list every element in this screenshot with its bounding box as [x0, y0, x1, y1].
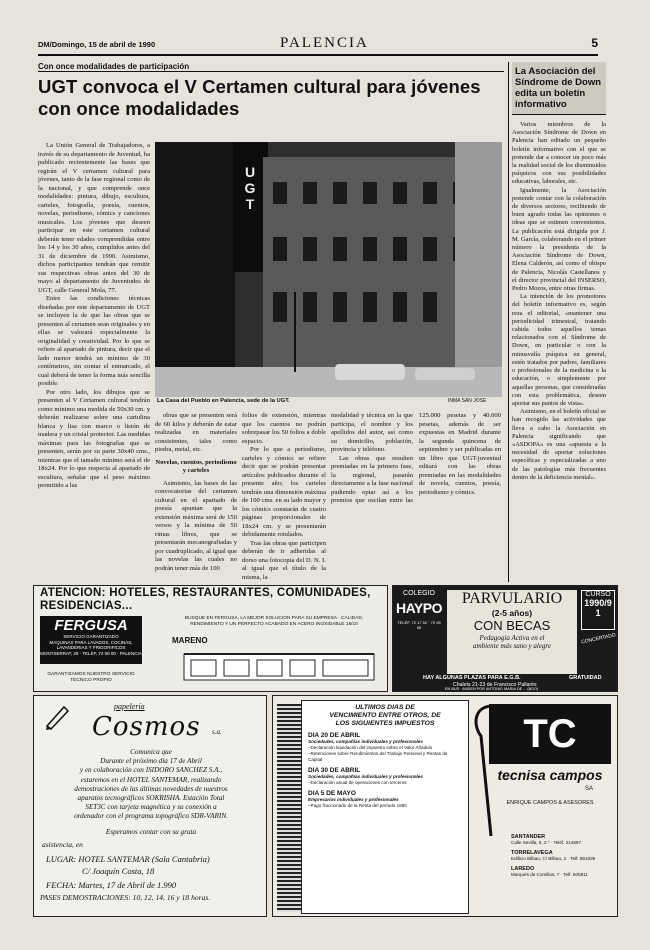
- cosmos-line: estaremos en el HOTEL SANTEMAR, realizando: [80, 775, 222, 784]
- article-col-4: [331, 412, 501, 580]
- cosmos-fecha: FECHA: Martes, 17 de Abril de 1.990: [46, 880, 177, 890]
- article-col-2: [155, 412, 237, 580]
- paragraph: modalidad y técnica en la que participa, el nombre y los apellidos del autor, así como su domicilio, población, provincia y teléfono.: [331, 412, 413, 453]
- cosmos-line: aparatos tecnográficos SOKRISHA. Estación Total: [77, 794, 225, 803]
- paragraph: La Unión General de Trabajadores, a través de su departamento de Juventud, ha publicado recientemente las bases que regirán el V certamen cultural para jóvenes, tanto de la fase regional como de la nacional, y que comprende once modalidades: pintura, dibujo, escultura, carteles, fotografía, poesía, cuentos, novelas, periodismo, cómics y canciones musicales. Los jóvenes que deseen participar en este certamen cultural deberán tener edades comprendidas entre los 14 y los 30 años, cumplidos antes del 31 de diciembre de 1990. Asimismo, dichos participantes tendrán que remitir sus respectivas obras antes del 30 de mayo al departamento de Juventudes de UGT, calle General Mola, 77.: [38, 142, 150, 294]
- office-city: TORRELAVEGA: [511, 850, 553, 856]
- tax-date: DIA 30 DE ABRIL: [308, 767, 361, 774]
- paragraph: Asimismo, las bases de las convocatorias del certamen cultural en el apartado de poesía apuntan que la extensión máxima será de 150 versos y la mínima de 50 rimas libres, que se presentarán mecanografiadas y por cuadruplicado, al igual que las novelas las cuales no podrán tener más de 100: [155, 479, 237, 572]
- office-address: Edificio Bilbao, C/ Bilbao, 2 · Telf. 881839: [511, 856, 596, 861]
- tax-group: Empresarios individuales y profesionales: [308, 797, 399, 802]
- fergusa-text: BUSQUE EN FERGUSA, LA MEJOR SOLUCION PARA SU EMPRESA · CALIDAD, RENDIMIENTO Y UN PERFECTO ACABADO EN ACERO INOXIDABLE 18/10: [184, 616, 364, 627]
- tax-date: DIA 5 DE MAYO: [308, 790, 356, 797]
- tecnisa-sa: SA: [585, 786, 594, 792]
- paragraph: obras que se presenten será de 60 kilos y deberán de estar realizadas en materiales consistentes, tales como piedra, metal, etc.: [155, 412, 237, 453]
- office-address: Calle Sevilla, 5, 2.º · Teléf. 214697: [511, 840, 582, 845]
- paragraph: Por otro lado, los dibujos que se presenten al V Certamen cultural tendrán como mínimo una medida de 50x30 cm. y deberán realizarse sobre una cartulina blanca y lisa con marco o listón de madera y un cristal protector. Las medidas máximas para las fotografías que se presenten, serán por su parte 30x40 cms., mientras que el tamaño mínimo será el de 18x24. Por lo que respecta al apartado de escultura, señalar que el peso máximo permitido a las: [38, 388, 150, 489]
- sidebar-headline: La Asociación del Síndrome de Down edita un boletín informativo: [512, 62, 606, 115]
- paragraph: Varios miembros de la Asociación Síndrome de Down en Palencia han editado un pequeño boletín informativo con el que se pretende dar a conocer un poco más la realidad social de los disminuidos psíquicos con sus posibilidades educativas, laborales, etc.: [512, 121, 606, 186]
- paragraph: Asimismo, en el boletín oficial se han recogido las actividades que lleva a cabo la Asociación en Palencia significando que «ASDOPA» es una «apuesta a la necesidad de aportar soluciones específicas y especializadas a uno de las patologías más frecuentes dentro de la deficiencia mental».: [512, 408, 606, 481]
- cosmos-line: ordenador con el programa topográfico SDR-VARIN.: [74, 812, 228, 821]
- building-photo: [155, 142, 502, 397]
- tecnisa-vencimiento: VENCIMIENTO ENTRE OTROS, DE: [329, 712, 441, 719]
- section-title: PALENCIA: [280, 35, 369, 51]
- fergusa-sub1: SERVICIO GARANTIZADO: [63, 634, 119, 639]
- fergusa-address: MONTSERRAT, 29 · TELÉF. 72 09 00 · PALENCIA: [40, 650, 142, 656]
- fergusa-guarantee: GARANTIZAMOS NUESTRO SERVICIO TECNICO PROPIO: [47, 672, 135, 683]
- ugt-sign: UGT: [244, 164, 256, 212]
- paragraph: Igualmente, la Asociación pretende contar con la colaboración de diversos sectores, recibiendo de buen agrado todas las opiniones o ideas que se estimen convenientes. La publicación está dirigida por J. M. García, colaborando en el primer número la presidenta de la Asociación Síndrome de Down, Elena Calderón, así como el obispo de Palencia, Nicolás Castellanos y el director provincial del INSERSO, Pedro Mozos, entre otras firmas.: [512, 186, 606, 293]
- haypo-plazas: HAY ALGUNAS PLAZAS PARA E.G.B.: [423, 675, 521, 681]
- tax-item: –Declaración anual de operaciones con terceros: [308, 780, 407, 785]
- tecnisa-name: tecnisa campos: [497, 767, 603, 783]
- ad-fergusa: [33, 585, 388, 692]
- fergusa-name: FERGUSA: [54, 617, 128, 634]
- building-illustration: [155, 142, 502, 397]
- pencil-icon: [44, 702, 70, 730]
- tecnisa-logo: TC: [489, 704, 611, 764]
- cosmos-line: SET3C con tarjeta magnética y su conexión a: [85, 803, 217, 812]
- cosmos-line: demostraciones de las últimas novedades de nuestros: [74, 784, 228, 793]
- photo-caption: La Casa del Pueblo en Palencia, sede de la UGT.: [157, 398, 290, 404]
- cosmos-papeleria: papelería: [114, 702, 145, 711]
- photo-credit: INMA SAN JOSE: [448, 398, 487, 404]
- tecnisa-offices: [511, 834, 615, 878]
- curso-label: CURSO: [585, 591, 611, 598]
- haypo-gratuidad: GRATUIDAD: [569, 675, 602, 681]
- tax-item: –Declaración liquidación del impuesto sobre el Valor Añadido: [308, 745, 433, 750]
- calendar-page: [301, 700, 469, 914]
- page-number: 5: [591, 36, 598, 50]
- cosmos-name: Cosmos: [92, 712, 201, 742]
- tax-date: DIA 20 DE ABRIL: [308, 732, 361, 739]
- cosmos-pases: PASES DEMOSTRACIONES: 10, 12, 14, 16 y 18 horas.: [40, 893, 211, 902]
- paragraph: La intención de los promotores del boletín informativo es, según reza el editorial, «mantener una periodicidad trimestral, tratando cabida todos aquellos temas relacionados con el Síndrome de Down, en particular o con la minusvalía psíquica en general, estén tratados por padres, familiares o profesionales de la medicina o la educación, o simplemente por aquellas personas, que consideradas con esta problemática, deseen aportar sus puntos de vista».: [512, 293, 606, 407]
- mareno-brand: MARENO: [172, 636, 208, 645]
- cosmos-lugar: LUGAR: HOTEL SANTEMAR (Sala Cantabria): [46, 854, 210, 864]
- curso-year: 1990/91: [584, 598, 612, 618]
- haypo-phones: TELÉF. 72 17 52 · 72 05 06: [397, 620, 441, 630]
- issue-date: DM/Domingo, 15 de abril de 1990: [38, 40, 156, 49]
- sidebar-article: [512, 62, 606, 582]
- cosmos-address: C/ Joaquín Costa, 18: [82, 866, 155, 876]
- parvulario-title: PARVULARIO: [461, 590, 563, 607]
- kitchen-equipment-illustration: [179, 646, 379, 686]
- ad-banner: ATENCION: HOTELES, RESTAURANTES, COMUNIDADES, RESIDENCIAS...: [40, 587, 371, 612]
- cosmos-asistencia: asistencia, en: [42, 840, 83, 849]
- paragraph: Entre las condiciones técnicas diseñadas por este departamento de UGT se incluyen la de que las obras que se presenten al certamen sean originales y en ellas se valorará especialmente la originalidad y creatividad. Por lo que se refiere al apartado de pintura, decir que el lado menor tendrá un mínimo de 30 centímetros, sin contar el enmarcado, el cual deberá de tener la forma más sencilla posible.: [38, 295, 150, 387]
- tax-item: –Pago fraccionado de la Renta del período 1990: [308, 803, 407, 808]
- cosmos-line: y en colaboración con ISIDORO SANCHEZ S.A.,: [79, 766, 223, 775]
- cosmos-body: [40, 748, 262, 837]
- sidebar-body: [512, 121, 606, 582]
- haypo-address: Chalets 21-23 de Francisco Pallarés: [453, 682, 537, 688]
- concertado-stamp: CONCERTADO: [580, 632, 617, 646]
- kicker: Con once modalidades de participación: [38, 62, 190, 71]
- office-city: LAREDO: [511, 866, 535, 872]
- haypo-bus: EN BUS · ANDEN POR ANTONIO MARIA DE ... (BDO): [445, 687, 539, 691]
- ad-haypo: [392, 585, 618, 692]
- office-city: SANTANDER: [511, 834, 546, 840]
- tax-schedule: [302, 728, 468, 812]
- ad-tecnisa: [272, 695, 618, 917]
- paragraph: Las obras que resulten premiadas en la primera fase, la regional, pasarán directamente a la fase nacional pudiendo optar así a los premios que oscilan entre las 125.000 pesetas y 40.000 pesetas, además de ser expuestas en Madrid durante la segunda quincena de septiembre y ser publicadas en un libro que UGT-juventud editará con las obras premiadas en las modalidades de novela, cuentos, poesía, periodismo y cómics.: [331, 412, 501, 504]
- paragraph: folios de extensión, mientras que los cuentos no podrán sobrepasar los 50 folios a doble espacio.: [242, 412, 326, 445]
- cosmos-line: Durante el próximo día 17 de Abril: [100, 757, 202, 766]
- sidebar-rule: [508, 62, 509, 582]
- parvulario-panel: [447, 590, 577, 674]
- tecnisa-ultimos: ULTIMOS DIAS DE: [355, 704, 415, 711]
- haypo-line2: ambiente más sano y alegre: [473, 642, 551, 650]
- cosmos-invite: Esperamos contar con su grata: [105, 827, 197, 836]
- cosmos-sa: s.a.: [212, 728, 222, 736]
- paragraph: Por lo que a periodismo, carteles y cómics se refiere decir que se podrán presentar artículos publicados durante el presente año; los carteles tendrán una dimensión máxima de 100 cms. en su lado mayor y los cómics constarán de cuatro páginas proporcionales de 18x24 cm. y se presentarán debidamente rotulados.: [242, 446, 326, 538]
- page-header: [38, 36, 598, 56]
- fergusa-logo-box: [40, 616, 142, 664]
- tecnisa-impuestos: LOS SIGUIENTES IMPUESTOS: [335, 720, 435, 727]
- subheading: Novelas, cuentos, periodismo y carteles: [155, 458, 237, 474]
- parvulario-age: (2-5 años): [491, 608, 533, 618]
- tax-group: Sociedades, compañías individuales y profesionales: [308, 739, 423, 744]
- fergusa-sub2: MAQUINAS PARA LAVADOS, COCINAS, LAVANDERIAS Y FRIGORIFICOS: [49, 639, 133, 650]
- haypo-line1: Pedagogía Activa en el: [479, 634, 545, 642]
- tecnisa-header: [302, 701, 468, 728]
- tecnisa-tagline: ENRIQUE CAMPOS & ASESORES: [506, 800, 594, 806]
- tax-group: Sociedades, compañías individuales y profesionales: [308, 774, 423, 779]
- office-address: Marqués de Comillas, 7 · Telf. 605811: [511, 872, 588, 877]
- kicker-rule: [38, 71, 504, 72]
- becas-text: CON BECAS: [473, 618, 551, 633]
- haypo-name: HAYPO: [395, 600, 442, 616]
- headline: UGT convoca el V Certamen cultural para jóvenes con once modalidades: [38, 76, 481, 119]
- tax-item: –Retenciones sobre Rendimientos del Trabajo Personal y Rentas de Capital: [308, 751, 448, 762]
- article-col-3: [242, 412, 326, 580]
- cosmos-line: Comunica que: [130, 748, 172, 756]
- paragraph: Tras las obras que participen deberán de ir adheridas al dorso una fotocopia del D. N. I. al igual que el título de la misma, la: [242, 539, 326, 580]
- ad-cosmos: [33, 695, 267, 917]
- colegio-label: COLEGIO: [403, 590, 435, 597]
- curso-box: [581, 590, 615, 630]
- calendar-binding: [277, 704, 301, 912]
- article-col-1: [38, 142, 150, 580]
